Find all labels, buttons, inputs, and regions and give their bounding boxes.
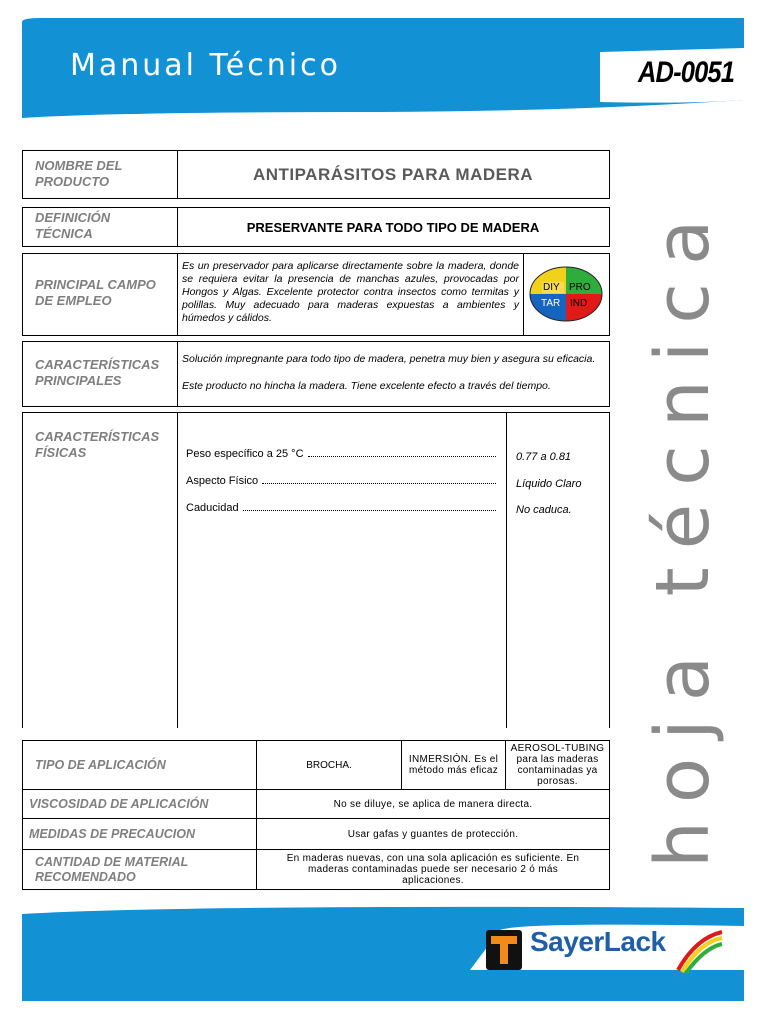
- property-value: 0.77 a 0.81: [516, 451, 572, 463]
- definition-value: PRESERVANTE PARA TODO TIPO DE MADERA: [246, 219, 540, 235]
- product-box: [22, 150, 610, 199]
- characteristics-label: CARACTERÍSTICAS PRINCIPALES: [35, 357, 160, 388]
- divider: [177, 342, 178, 406]
- quantity-label: CANTIDAD DE MATERIAL RECOMENDADO: [23, 850, 257, 890]
- user-type-badge: [529, 266, 603, 322]
- usage-label: PRINCIPAL CAMPO DE EMPLEO: [35, 277, 156, 308]
- precautions-label: MEDIDAS DE PRECAUCION: [23, 819, 257, 850]
- physical-label: CARACTERÍSTICAS FÍSICAS: [35, 429, 160, 460]
- divider: [506, 413, 507, 728]
- property-value: No caduca.: [516, 504, 572, 516]
- brand-swoosh: [676, 928, 724, 974]
- property-row: [186, 475, 498, 487]
- badge-label-pro: PRO: [569, 282, 591, 293]
- document-title: Manual Técnico: [70, 48, 341, 83]
- product-name: ANTIPARÁSITOS PARA MADERA: [252, 164, 534, 184]
- badge-label-tar: TAR: [541, 298, 561, 309]
- document-code: AD-0051: [637, 56, 734, 89]
- usage-text: Es un preservador para aplicarse directamente sobre la madera, donde se requiera evitar la presencia de manchas azules, provocadas por Hongos y Algas. Excelente protector contra insectos como termitas y polillas. Muy adecuado para maderas expuestas a ambientes y húmedos y cálidos.: [182, 260, 519, 324]
- characteristics-line-2: Este producto no hincha la madera. Tiene excelente efecto a través del tiempo.: [182, 380, 551, 392]
- property-value: Líquido Claro: [516, 478, 582, 490]
- badge-label-ind: IND: [570, 298, 588, 309]
- property-name: Caducidad: [186, 502, 239, 514]
- side-title: hoja técnica: [640, 201, 726, 868]
- property-name: Peso específico a 25 °C: [186, 448, 304, 460]
- property-row: [186, 502, 498, 514]
- application-aerosol: AEROSOL-TUBING para las maderas contaminadas ya porosas.: [506, 741, 610, 790]
- product-label: NOMBRE DEL PRODUCTO: [35, 158, 123, 189]
- divider: [177, 254, 178, 335]
- sayerlack-logo-icon: [486, 930, 522, 970]
- characteristics-line-1: Solución impregnante para todo tipo de madera, penetra muy bien y asegura su eficacia.: [182, 353, 596, 365]
- characteristics-box: [22, 341, 610, 407]
- precautions-value: Usar gafas y guantes de protección.: [257, 819, 610, 850]
- application-brush: BROCHA.: [257, 741, 402, 790]
- divider: [523, 254, 524, 335]
- brand-name: SayerLack: [530, 926, 666, 957]
- property-row: [186, 448, 498, 460]
- viscosity-value: No se diluye, se aplica de manera directa.: [257, 790, 610, 819]
- definition-box: [22, 207, 610, 247]
- definition-label: DEFINICIÓN TÉCNICA: [35, 210, 111, 241]
- badge-label-diy: DIY: [543, 282, 560, 293]
- footer-band: [0, 900, 768, 1024]
- viscosity-label: VISCOSIDAD DE APLICACIÓN: [23, 790, 257, 819]
- usage-box: [22, 253, 610, 336]
- application-table: [22, 740, 610, 890]
- divider: [177, 413, 178, 728]
- application-type-label: TIPO DE APLICACIÓN: [23, 741, 257, 790]
- quantity-value: En maderas nuevas, con una sola aplicación es suficiente. En maderas contaminadas puede ser necesario 2 ó más aplicaciones.: [257, 850, 610, 890]
- property-name: Aspecto Físico: [186, 475, 259, 487]
- application-immersion: INMERSIÓN. Es el método más eficaz: [402, 741, 506, 790]
